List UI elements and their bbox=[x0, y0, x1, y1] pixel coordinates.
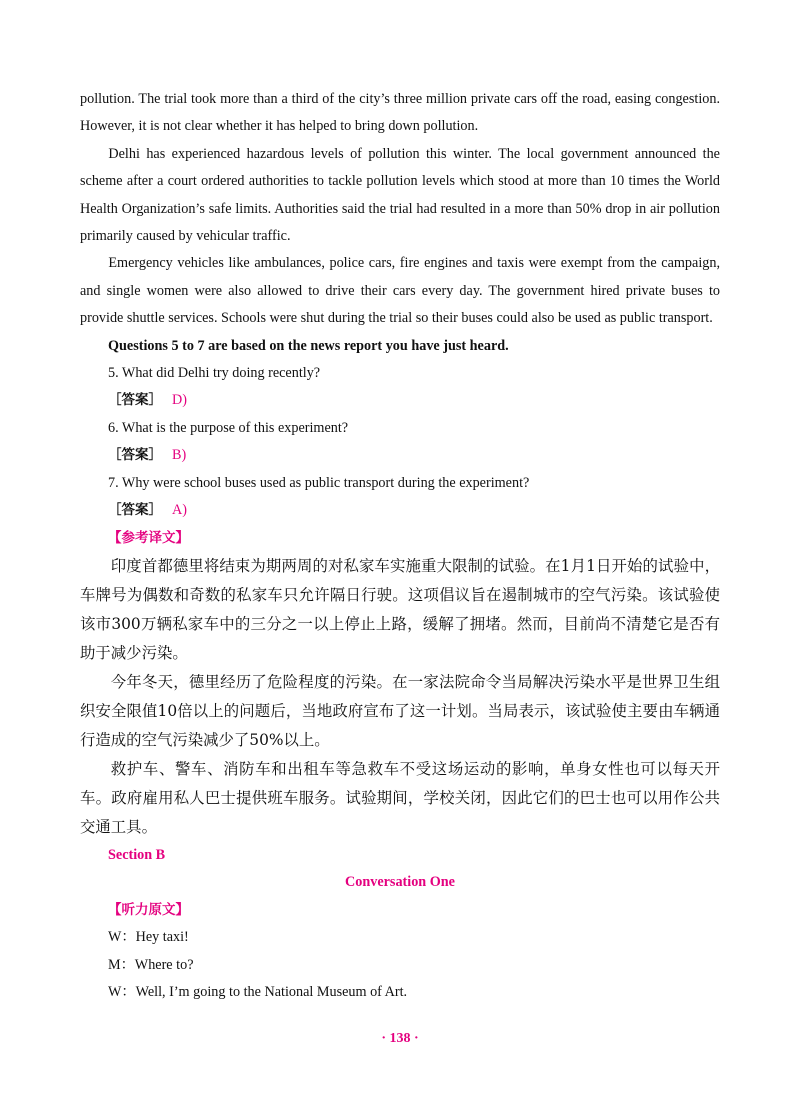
transcript-tag: 【听力原文】 bbox=[108, 901, 189, 918]
section-b-title: Section B bbox=[108, 846, 166, 863]
answer-tag: ［答案］ bbox=[108, 502, 162, 519]
english-paragraph-3: Emergency vehicles like ambulances, police cars, fire engines and taxis were exempt from the campaign, and single women were also allowed to drive their cars every day. The government hired private buses to provide shuttle services. Schools were shut during the trial so their buses could also be used as public transport. bbox=[80, 255, 720, 327]
answer-6: B) bbox=[172, 447, 187, 464]
answer-tag: ［答案］ bbox=[108, 392, 162, 409]
translation-tag: 【参考译文】 bbox=[108, 529, 189, 546]
translation-row bbox=[80, 525, 720, 552]
page-content bbox=[80, 86, 720, 1006]
page-number: · 138 · bbox=[381, 1031, 419, 1046]
answer-row-6 bbox=[80, 442, 720, 469]
dialogue-line-2: M：Where to? bbox=[108, 956, 194, 973]
questions-heading: Questions 5 to 7 are based on the news report you have just heard. bbox=[108, 337, 509, 354]
translation-paragraph-3: 救护车、警车、消防车和出租车等急救车不受这场运动的影响，单身女性也可以每天开车。政府雇用私人巴士提供班车服务。试验期间，学校关闭，因此它们的巴士也可以用作公共交通工具。 bbox=[80, 759, 720, 836]
english-paragraph-1: pollution. The trial took more than a third of the city’s three million private cars off the road, easing congestion. However, it is not clear whether it has helped to bring down pollution. bbox=[80, 91, 720, 135]
translation-paragraph-2: 今年冬天，德里经历了危险程度的污染。在一家法院命令当局解决污染水平是世界卫生组织安全限值10倍以上的问题后，当地政府宣布了这一计划。当局表示，该试验使主要由车辆通行造成的空气污染减少了50%以上。 bbox=[80, 672, 720, 749]
translation-paragraph-1: 印度首都德里将结束为期两周的对私家车实施重大限制的试验。在1月1日开始的试验中，车牌号为偶数和奇数的私家车只允许隔日行驶。这项倡议旨在遏制城市的空气污染。该试验使该市300万辆私家车中的三分之一以上停止上路，缓解了拥堵。然而，目前尚不清楚它是否有助于减少污染。 bbox=[80, 556, 720, 662]
answer-tag: ［答案］ bbox=[108, 447, 162, 464]
question-6: 6. What is the purpose of this experiment? bbox=[108, 419, 349, 436]
answer-5: D) bbox=[172, 392, 187, 409]
answer-row-7 bbox=[80, 497, 720, 524]
dialogue-line-1: W：Hey taxi! bbox=[108, 929, 189, 946]
dialogue-line-3: W：Well, I’m going to the National Museum of Art. bbox=[108, 983, 408, 1000]
english-paragraph-2: Delhi has experienced hazardous levels of pollution this winter. The local government announced the scheme after a court ordered authorities to tackle pollution levels which stood at more than 10 times the World Health Organization’s safe limits. Authorities said the trial had resulted in a more than 50% drop in air pollution primarily caused by vehicular traffic. bbox=[80, 145, 720, 245]
question-5: 5. What did Delhi try doing recently? bbox=[108, 365, 321, 382]
answer-7: A) bbox=[172, 502, 187, 519]
conversation-title: Conversation One bbox=[345, 874, 455, 891]
transcript-row bbox=[80, 897, 720, 924]
question-7: 7. Why were school buses used as public transport during the experiment? bbox=[108, 474, 530, 491]
answer-row-5 bbox=[80, 387, 720, 414]
